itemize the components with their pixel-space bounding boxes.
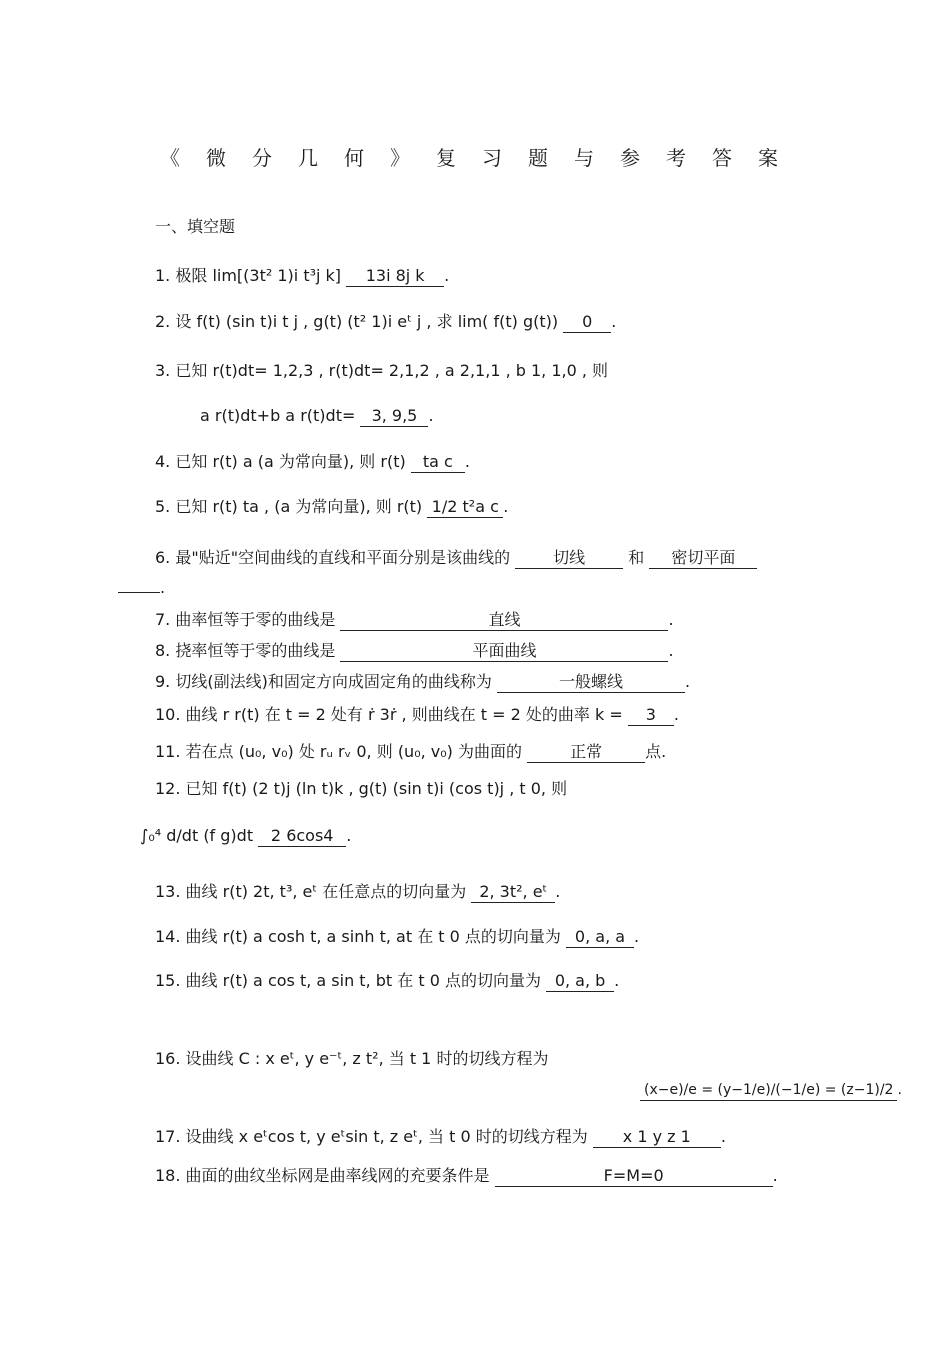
q-text: 极限 lim[(3t² 1)i t³j k] bbox=[175, 266, 342, 285]
question-17: 17. 设曲线 x eᵗcos t, y eᵗsin t, z eᵗ, 当 t 0 时的切线方程为 x 1 y z 1 . bbox=[155, 1127, 726, 1146]
question-3-cont: a r(t)dt+b a r(t)dt= 3, 9,5 . bbox=[200, 406, 434, 425]
question-16: 16. 设曲线 C : x eᵗ, y e⁻ᵗ, z t², 当 t 1 时的切线方程为 bbox=[155, 1049, 549, 1068]
question-2: 2. 设 f(t) (sin t)i t j , g(t) (t² 1)i eᵗ j , 求 lim( f(t) g(t)) 0 . bbox=[155, 312, 617, 331]
question-3: 3. 已知 r(t)dt= 1,2,3 , r(t)dt= 2,1,2 , a 2,1,1 , b 1, 1,0 , 则 bbox=[155, 361, 609, 380]
question-12-cont: ∫₀⁴ d/dt (f g)dt 2 6cos4 . bbox=[140, 826, 352, 845]
section-heading: 一、填空题 bbox=[155, 217, 236, 236]
question-13: 13. 曲线 r(t) 2t, t³, eᵗ 在任意点的切向量为 2, 3t², eᵗ . bbox=[155, 882, 561, 901]
question-14: 14. 曲线 r(t) a cosh t, a sinh t, at 在 t 0 点的切向量为 0, a, a . bbox=[155, 927, 640, 946]
question-10: 10. 曲线 r r(t) 在 t = 2 处有 ṙ 3ṙ , 则曲线在 t = 2 处的曲率 k = 3 . bbox=[155, 705, 679, 724]
q-answer: 13i 8j k bbox=[346, 266, 444, 287]
question-16-answer: (x−e)/e = (y−1/e)/(−1/e) = (z−1)/2 . bbox=[640, 1080, 902, 1101]
question-9: 9. 切线(副法线)和固定方向成固定角的曲线称为 一般螺线 . bbox=[155, 672, 691, 691]
question-18: 18. 曲面的曲纹坐标网是曲率线网的充要条件是 F=M=0 . bbox=[155, 1166, 778, 1185]
question-11: 11. 若在点 (u₀, v₀) 处 rᵤ rᵥ 0, 则 (u₀, v₀) 为曲面的 正常 点. bbox=[155, 742, 667, 761]
document-title: 《微分几何》复习题与参考答案 bbox=[160, 146, 804, 170]
question-4: 4. 已知 r(t) a (a 为常向量), 则 r(t) ta c . bbox=[155, 452, 470, 471]
question-15: 15. 曲线 r(t) a cos t, a sin t, bt 在 t 0 点的切向量为 0, a, b . bbox=[155, 971, 620, 990]
question-6: 6. 最"贴近"空间曲线的直线和平面分别是该曲线的 切线 和 密切平面 bbox=[155, 545, 757, 569]
question-8: 8. 挠率恒等于零的曲线是 平面曲线 . bbox=[155, 641, 674, 660]
question-1: 1. 极限 lim[(3t² 1)i t³j k] 13i 8j k . bbox=[155, 266, 450, 285]
question-12: 12. 已知 f(t) (2 t)j (ln t)k , g(t) (sin t)i (cos t)j , t 0, 则 bbox=[155, 779, 568, 798]
question-7: 7. 曲率恒等于零的曲线是 直线 . bbox=[155, 610, 674, 629]
q-number: 1. bbox=[155, 266, 171, 285]
question-5: 5. 已知 r(t) ta , (a 为常向量), 则 r(t) 1/2 t²a c . bbox=[155, 497, 509, 516]
question-6-end: . bbox=[118, 578, 165, 597]
